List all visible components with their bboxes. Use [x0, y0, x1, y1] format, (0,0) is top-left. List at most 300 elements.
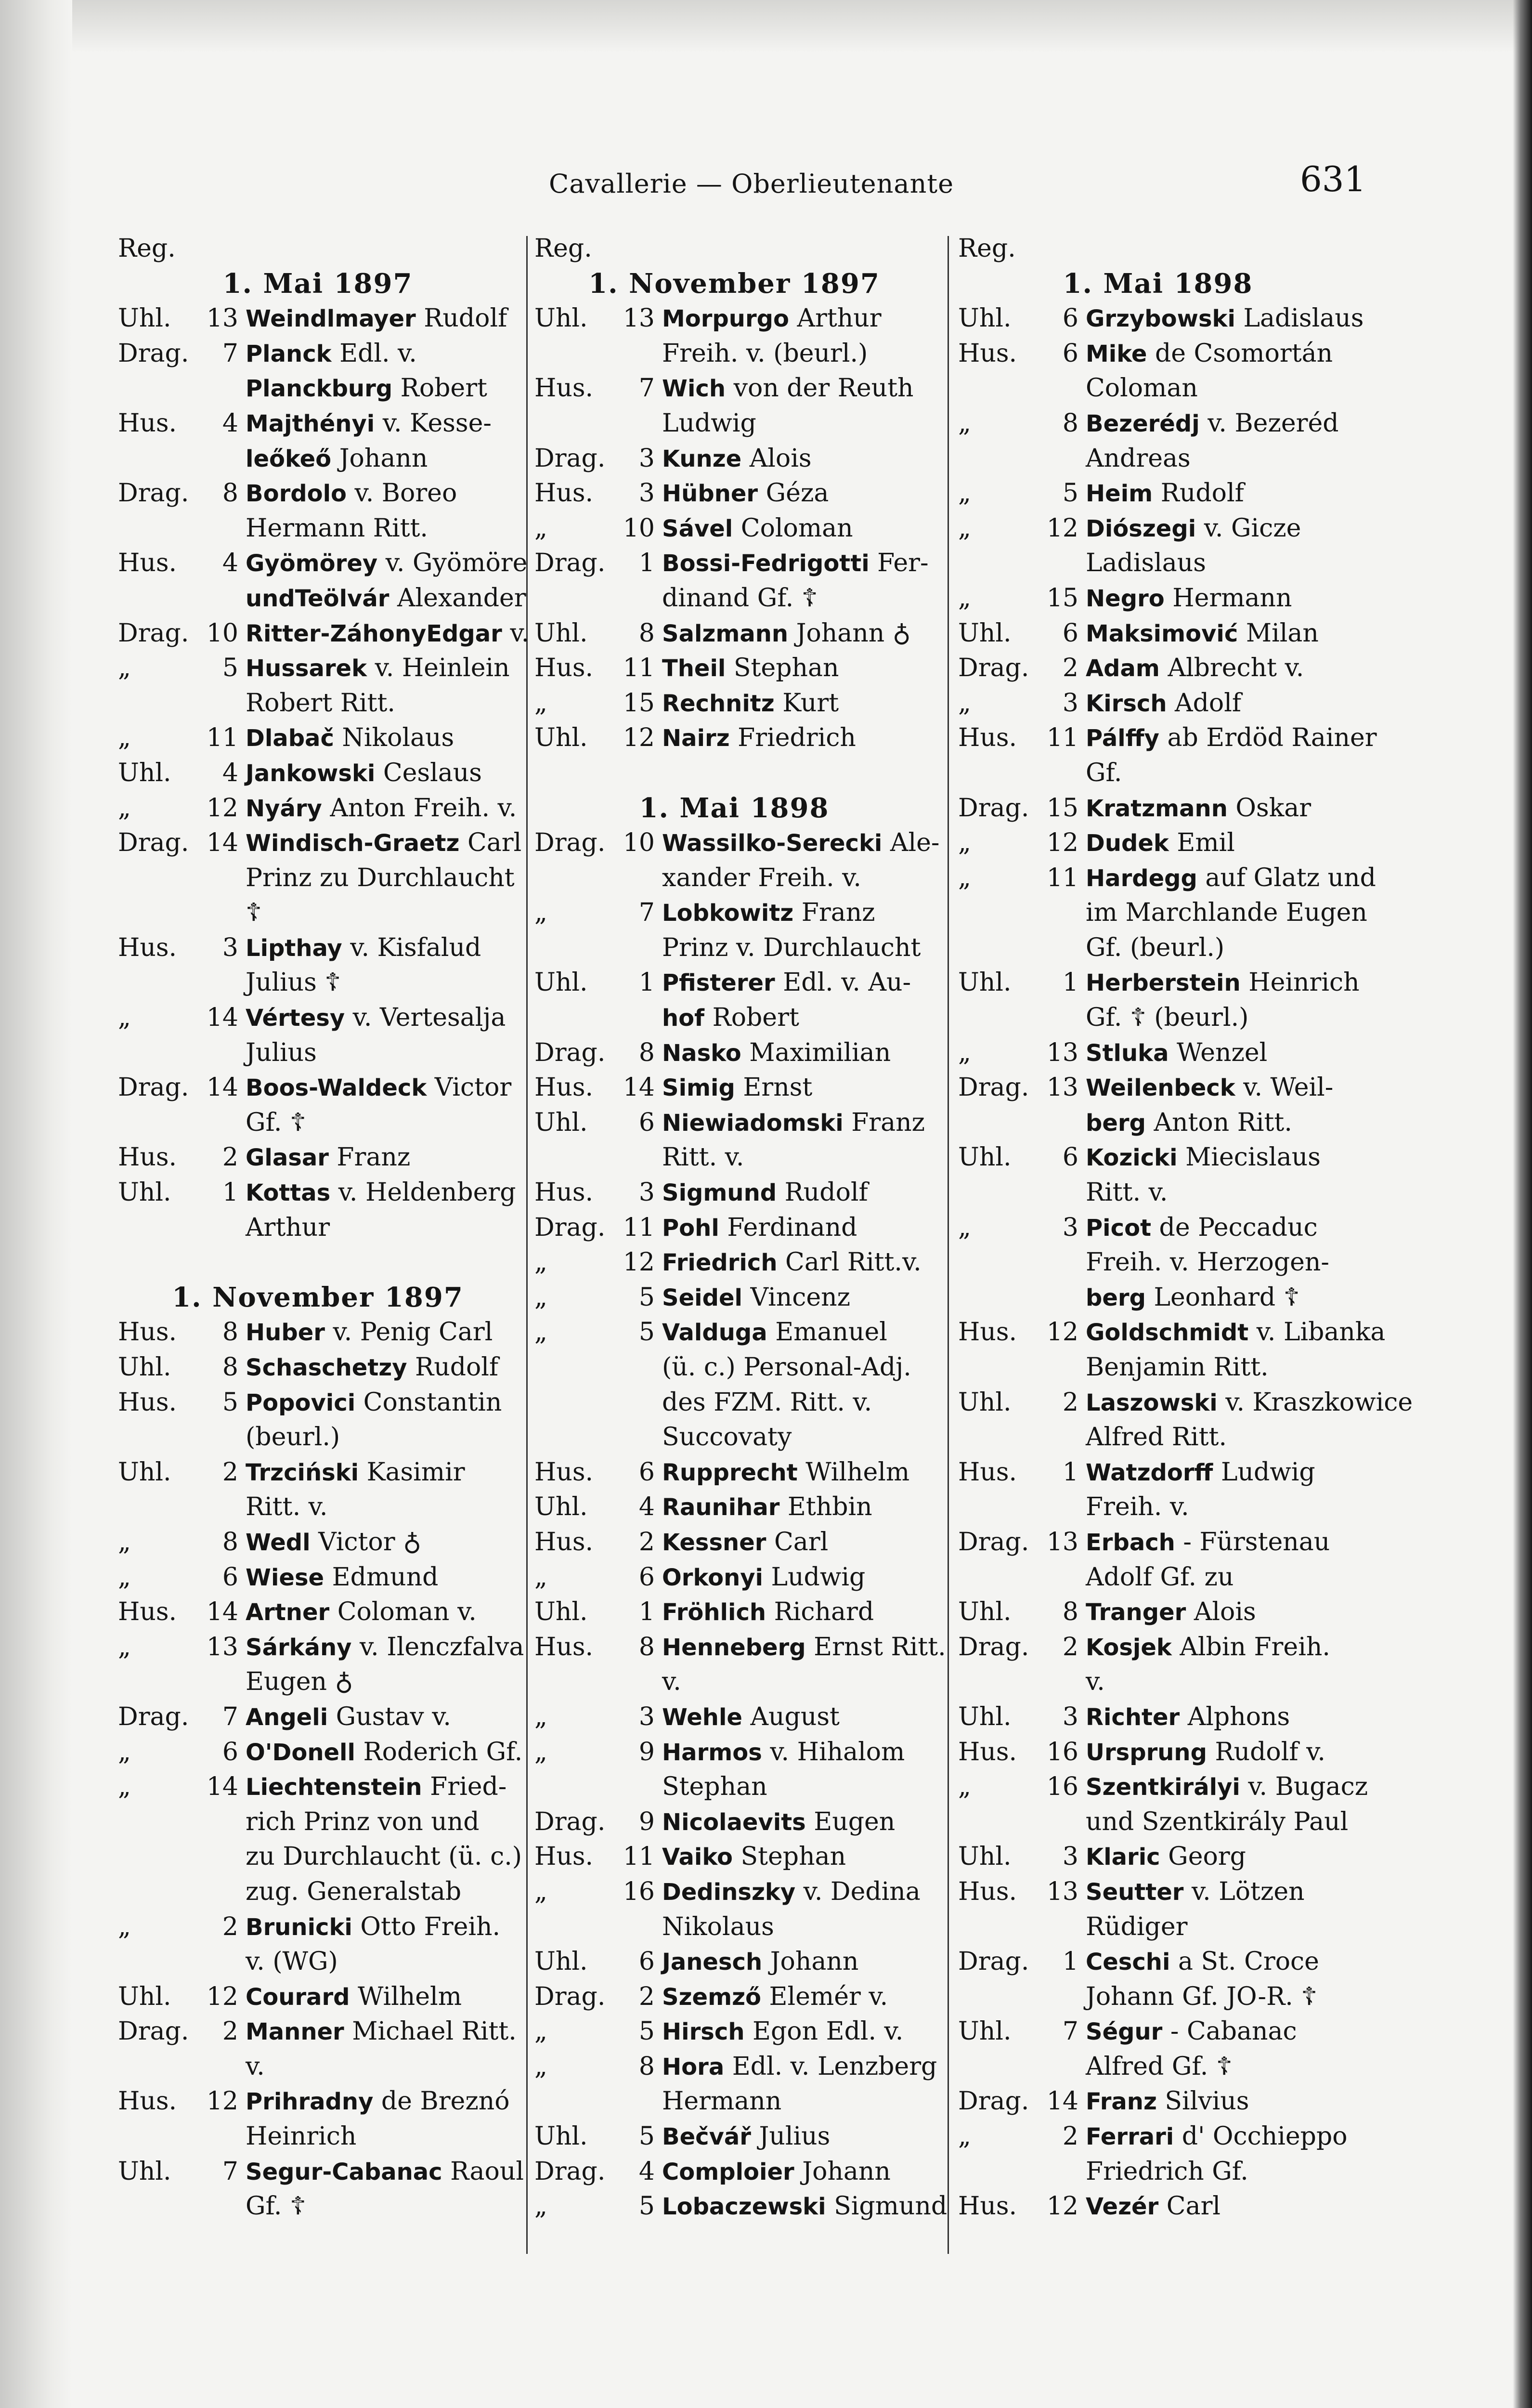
officer-details: Ritt. v.: [1086, 1178, 1168, 1207]
regiment-number: 11: [623, 1213, 655, 1242]
officer-surname: Bezerédj: [1086, 410, 1200, 437]
list-item: [118, 1350, 518, 1385]
officer-surname: Richter: [1086, 1703, 1180, 1731]
regiment-number: 4: [222, 408, 238, 438]
regiment-type: Hus.: [118, 1387, 177, 1417]
column-1: [118, 231, 530, 2224]
officer-text: [1086, 1455, 1358, 1491]
officer-text: [246, 1385, 518, 1421]
officer-text: [246, 825, 522, 861]
word-space: [355, 1388, 364, 1417]
word-space: [766, 1528, 774, 1557]
word-space: [389, 584, 397, 613]
officer-details: im Marchlande Eugen: [1086, 898, 1367, 928]
word-space: [1146, 1108, 1154, 1137]
officer-surname: Kessner: [662, 1529, 766, 1556]
officer-surname: Ritter-ZáhonyEdgar: [246, 620, 502, 647]
officer-text: [1086, 1210, 1358, 1246]
regiment-type: „: [958, 863, 971, 892]
regiment-number: 12: [1046, 513, 1078, 543]
officer-details: Alphons: [1187, 1702, 1290, 1731]
officer-details: Kurt: [782, 688, 839, 718]
officer-text: [662, 476, 934, 511]
regiment-number: 8: [1062, 408, 1078, 438]
list-item-continuation: [118, 441, 518, 476]
regiment-number: 3: [638, 1178, 655, 1207]
officer-surname: Popovici: [246, 1389, 356, 1416]
regiment-number: 14: [1046, 2087, 1078, 2116]
officer-details: Arthur: [246, 1213, 330, 1242]
word-space: [726, 374, 734, 403]
regiment-type: Hus.: [118, 408, 177, 438]
officer-text: [1086, 965, 1358, 1001]
regiment-type: „: [118, 1632, 131, 1662]
list-item-continuation: [118, 2049, 518, 2084]
officer-details: Leonhard ☦: [1154, 1283, 1300, 1312]
officer-details: Miecislaus: [1185, 1143, 1321, 1172]
word-space: [311, 1528, 319, 1557]
list-item-continuation: [118, 581, 526, 616]
regiment-number: 7: [1062, 2017, 1078, 2046]
officer-text: [246, 1000, 518, 1036]
regiment-type: „: [958, 688, 971, 718]
word-space: [375, 759, 383, 787]
officer-text: [246, 1735, 523, 1770]
officer-surname: Rechnitz: [662, 690, 775, 717]
list-item: [118, 1140, 518, 1175]
regiment-type: Drag.: [118, 1702, 189, 1731]
officer-details: Rudolf: [424, 304, 507, 333]
officer-details: Milan: [1246, 618, 1319, 648]
word-space: [324, 1563, 332, 1592]
regiment-type: Hus.: [534, 1457, 594, 1487]
officer-details: Victor ♁: [318, 1527, 422, 1557]
officer-text: [246, 441, 518, 477]
regiment-type: Hus.: [118, 1318, 177, 1347]
list-item: [958, 1315, 1386, 1350]
regiment-number: 1: [1062, 968, 1078, 997]
officer-text: [1086, 1420, 1358, 1455]
officer-surname: Nairz: [662, 725, 730, 752]
regiment-number: 6: [638, 1947, 655, 1976]
officer-surname: berg: [1086, 1109, 1146, 1137]
regiment-number: 5: [638, 2192, 655, 2221]
word-space: [1175, 1528, 1183, 1557]
list-item-continuation: [118, 1944, 518, 1979]
word-space: [726, 654, 734, 682]
list-item-continuation: [958, 756, 1358, 791]
regiment-number: 9: [638, 1737, 655, 1767]
word-space: [767, 1318, 776, 1347]
list-item-continuation: [958, 1805, 1358, 1840]
officer-details: Anton Ritt.: [1154, 1108, 1292, 1137]
officer-surname: Morpurgo: [662, 305, 789, 333]
regiment-number: 12: [206, 793, 238, 823]
officer-details: Robert Ritt.: [246, 688, 395, 718]
regiment-number: 1: [1062, 1457, 1078, 1487]
regiment-number: 8: [222, 1318, 238, 1347]
list-item: [118, 1560, 518, 1595]
regiment-number: 13: [623, 304, 655, 333]
officer-details: Rüdiger: [1086, 1912, 1188, 1941]
regiment-type: Drag.: [534, 1038, 606, 1067]
list-item: [958, 336, 1358, 371]
officer-text: [1086, 1560, 1358, 1596]
officer-text: [246, 1210, 518, 1246]
officer-text: [1086, 511, 1358, 547]
regiment-number: 1: [638, 1597, 655, 1627]
list-item-continuation: [118, 1839, 522, 1874]
regiment-number: 11: [623, 654, 655, 683]
regiment-type: Uhl.: [958, 618, 1012, 648]
regiment-number: 4: [638, 1492, 655, 1522]
officer-text: [1086, 791, 1358, 826]
officer-surname: Dudek: [1086, 830, 1169, 857]
regiment-type: Uhl.: [958, 968, 1012, 997]
regiment-type: Uhl.: [958, 1143, 1012, 1172]
word-space: [1172, 1633, 1180, 1662]
regiment-type: „: [958, 583, 971, 613]
word-space: [416, 304, 424, 333]
regiment-type: Uhl.: [118, 1353, 171, 1382]
officer-text: [662, 616, 934, 652]
officer-details: Gf.: [1086, 758, 1122, 787]
officer-details: Ernst Ritt.: [814, 1632, 946, 1662]
officer-text: [662, 301, 934, 337]
officer-text: [662, 546, 934, 581]
column-rule: [948, 236, 949, 2254]
officer-text: [662, 1245, 934, 1281]
officer-text: [662, 1385, 934, 1421]
regiment-number: 9: [638, 1807, 655, 1836]
list-item: [118, 930, 518, 966]
word-space: [724, 2052, 732, 2081]
officer-text: [246, 1839, 522, 1875]
word-space: [1248, 1318, 1257, 1347]
officer-details: Johann: [802, 2157, 891, 2186]
regiment-number: 8: [222, 1527, 238, 1557]
list-item-continuation: [534, 1350, 934, 1385]
regiment-type: Drag.: [534, 1213, 606, 1242]
list-item: [118, 301, 518, 336]
officer-text: [246, 1140, 518, 1176]
list-item: [534, 1070, 934, 1105]
regiment-number: 6: [222, 1737, 238, 1767]
officer-text: [1086, 371, 1358, 406]
officer-surname: Nyáry: [246, 795, 322, 822]
word-space: [1218, 1388, 1226, 1417]
officer-details: des FZM. Ritt. v.: [662, 1387, 872, 1417]
regiment-number: 12: [206, 2087, 238, 2116]
officer-details: Kasimir: [366, 1457, 465, 1487]
officer-text: [246, 1700, 518, 1735]
officer-details: Alexander: [397, 583, 526, 613]
officer-details: Alois: [1194, 1597, 1256, 1627]
reg-label: Reg.: [118, 234, 176, 263]
regiment-type: „: [118, 654, 131, 683]
list-item: [118, 476, 518, 511]
officer-surname: Manner: [246, 2018, 344, 2046]
regiment-number: 3: [638, 1702, 655, 1731]
list-item-continuation: [118, 1105, 518, 1140]
officer-surname: Ferrari: [1086, 2123, 1174, 2151]
officer-details: Hermann Ritt.: [246, 513, 428, 543]
officer-text: [246, 1595, 518, 1630]
officer-details: Nikolaus: [342, 723, 454, 753]
officer-surname: Huber: [246, 1319, 325, 1347]
officer-surname: Bečvář: [662, 2123, 751, 2151]
officer-text: [662, 2189, 948, 2225]
word-space: [350, 1982, 358, 2011]
officer-text: [246, 1035, 518, 1071]
regiment-number: 15: [1046, 793, 1078, 823]
regiment-number: 14: [206, 1003, 238, 1033]
officer-surname: Hirsch: [662, 2018, 745, 2046]
officer-text: [246, 1560, 518, 1596]
officer-details: v. Lötzen: [1191, 1877, 1305, 1906]
list-item: [118, 1910, 518, 1945]
officer-surname: Diószegi: [1086, 515, 1196, 542]
list-item: [534, 1105, 934, 1140]
officer-text: [1086, 441, 1358, 477]
regiment-type: Hus.: [534, 374, 594, 403]
officer-text: [662, 2014, 934, 2050]
officer-text: [1086, 895, 1367, 931]
officer-text: [662, 1979, 934, 2015]
officer-surname: Ceschi: [1086, 1949, 1170, 1976]
word-space: [442, 2157, 451, 2186]
regiment-number: 5: [638, 2122, 655, 2151]
regiment-type: Drag.: [118, 339, 189, 368]
regiment-number: 5: [638, 1318, 655, 1347]
officer-details: Alfred Ritt.: [1086, 1423, 1227, 1452]
regiment-number: 12: [206, 1982, 238, 2011]
officer-details: Heinrich: [246, 2122, 357, 2151]
officer-details: Alfred Gf. ☦: [1086, 2052, 1233, 2081]
regiment-number: 13: [1046, 1877, 1078, 1906]
word-space: [826, 2192, 834, 2221]
regiment-number: 10: [206, 618, 238, 648]
list-item: [958, 1874, 1358, 1910]
list-item: [534, 2154, 934, 2189]
list-item-continuation: [118, 1664, 518, 1700]
regiment-type: „: [534, 688, 547, 718]
list-item-continuation: [534, 1140, 934, 1175]
regiment-type: Uhl.: [958, 1387, 1012, 1417]
officer-text: [1086, 686, 1358, 721]
regiment-type: Drag.: [958, 1947, 1029, 1976]
officer-details: Carl: [467, 828, 522, 858]
word-space: [704, 1003, 713, 1032]
word-space: [1200, 409, 1208, 438]
officer-details: Ludwig: [771, 1562, 866, 1592]
list-item-continuation: [958, 1245, 1358, 1280]
officer-text: [662, 1490, 934, 1525]
officer-details: v.: [1086, 1667, 1105, 1697]
regiment-number: 6: [1062, 339, 1078, 368]
regiment-number: 8: [638, 1038, 655, 1067]
officer-details: Adolf Gf. zu: [1086, 1562, 1234, 1592]
regiment-type: „: [958, 1038, 971, 1067]
officer-text: [246, 686, 518, 721]
regiment-type: „: [118, 1772, 131, 1802]
officer-surname: Theil: [662, 655, 726, 682]
regiment-type: „: [534, 513, 547, 543]
list-item: [534, 1630, 946, 1665]
regiment-number: 6: [1062, 618, 1078, 648]
regiment-number: 8: [638, 2052, 655, 2081]
list-item: [958, 825, 1358, 861]
word-space: [332, 339, 340, 368]
regiment-number: 5: [222, 654, 238, 683]
officer-surname: Rupprecht: [662, 1459, 798, 1486]
officer-details: (beurl.): [246, 1423, 340, 1452]
regiment-number: 15: [623, 688, 655, 718]
regiment-number: 13: [1046, 1073, 1078, 1102]
officer-text: [1086, 1245, 1358, 1281]
list-item-continuation: [534, 930, 934, 966]
regiment-type: Uhl.: [118, 1178, 171, 1207]
officer-details: Gf. ☦: [246, 2192, 306, 2221]
list-item-continuation: [534, 1420, 934, 1455]
word-space: [762, 1738, 770, 1767]
officer-surname: Wedl: [246, 1529, 311, 1556]
officer-details: Julius ☦: [246, 968, 341, 997]
officer-surname: Segur-Cabanac: [246, 2158, 442, 2186]
word-space: [359, 1458, 367, 1487]
officer-surname: Orkonyi: [662, 1564, 763, 1591]
officer-surname: Kunze: [662, 445, 742, 472]
word-space: [1180, 1702, 1188, 1731]
word-space: [745, 2017, 753, 2046]
list-item-continuation: [118, 511, 518, 546]
officer-text: [1086, 756, 1358, 791]
word-space: [1178, 1143, 1186, 1172]
officer-text: [1086, 651, 1358, 686]
regiment-number: 12: [1046, 2192, 1078, 2221]
officer-details: Ladislaus: [1086, 549, 1206, 578]
officer-text: [1086, 1805, 1358, 1840]
regiment-number: 7: [222, 339, 238, 368]
regiment-type: Hus.: [534, 1842, 594, 1871]
regiment-type: Uhl.: [958, 2017, 1012, 2046]
regiment-number: 11: [1046, 723, 1078, 753]
officer-surname: Weindlmayer: [246, 305, 416, 333]
officer-details: v. Kraszkowice: [1225, 1387, 1413, 1417]
officer-text: [246, 2084, 518, 2120]
regiment-type: Hus.: [534, 1632, 594, 1662]
officer-details: Ferdinand: [727, 1213, 857, 1242]
regiment-number: 4: [638, 2157, 655, 2186]
list-item: [118, 546, 528, 581]
list-item: [958, 301, 1364, 336]
officer-details: Ale-: [890, 828, 940, 858]
reg-label: Reg.: [958, 234, 1016, 263]
list-item-continuation: [958, 1910, 1358, 1945]
officer-text: [662, 930, 934, 966]
officer-surname: Vaiko: [662, 1844, 733, 1871]
officer-text: [662, 406, 934, 442]
officer-surname: Vezér: [1086, 2193, 1159, 2221]
list-item: [534, 1944, 934, 1979]
word-space: [882, 828, 890, 857]
officer-surname: Weilenbeck: [1086, 1074, 1235, 1102]
officer-surname: Picot: [1086, 1214, 1152, 1242]
list-item-continuation: [534, 1664, 934, 1700]
word-space: [325, 1318, 333, 1347]
word-space: [730, 723, 738, 752]
officer-surname: Laszowski: [1086, 1389, 1218, 1416]
list-item-continuation: [118, 1210, 518, 1245]
officer-text: [246, 1525, 518, 1560]
word-space: [1162, 2017, 1170, 2046]
regiment-type: Uhl.: [534, 1597, 588, 1627]
officer-details: Nikolaus: [662, 1912, 774, 1941]
officer-details: Eugen: [814, 1807, 896, 1836]
officer-details: Silvius: [1165, 2087, 1249, 2116]
officer-surname: Lobkowitz: [662, 900, 794, 927]
regiment-number: 3: [638, 479, 655, 508]
regiment-type: „: [118, 1527, 131, 1557]
list-item: [534, 301, 934, 336]
officer-text: [662, 1805, 934, 1840]
list-item: [958, 1944, 1358, 1979]
officer-text: [246, 476, 518, 511]
word-space: [795, 1877, 804, 1906]
word-space: [758, 479, 766, 508]
officer-surname: Herberstein: [1086, 969, 1241, 997]
officer-text: [662, 895, 934, 931]
officer-text: [1086, 581, 1358, 616]
officer-surname: Dedinszky: [662, 1878, 796, 1906]
word-space: [794, 2157, 803, 2186]
officer-text: [662, 1839, 934, 1875]
regiment-number: 2: [1062, 1632, 1078, 1662]
regiment-type: „: [958, 513, 971, 543]
officer-text: [246, 1175, 518, 1211]
officer-surname: Windisch-Graetz: [246, 830, 460, 857]
list-item-continuation: [118, 371, 518, 406]
officer-text: [1086, 301, 1364, 337]
officer-text: [662, 1140, 934, 1176]
officer-text: [1086, 1874, 1358, 1910]
officer-surname: Watzdorff: [1086, 1459, 1213, 1486]
officer-text: [246, 301, 518, 337]
word-space: [352, 1912, 361, 1941]
regiment-type: Drag.: [118, 618, 189, 648]
list-item: [534, 651, 934, 686]
list-item: [534, 1839, 934, 1874]
word-space: [1213, 1458, 1221, 1487]
word-space: [1174, 2122, 1182, 2151]
officer-details: Fer-: [877, 549, 929, 578]
officer-details: Stephan: [662, 1772, 767, 1802]
officer-text: [1086, 1735, 1358, 1770]
regiment-type: „: [958, 1772, 971, 1802]
list-item: [118, 651, 518, 686]
officer-details: Alois: [749, 444, 812, 473]
regiment-type: Uhl.: [534, 1108, 588, 1137]
officer-text: [662, 1944, 934, 1980]
date-heading: 1. Mai 1898: [1063, 267, 1253, 300]
officer-details: Rudolf: [784, 1178, 868, 1207]
officer-text: [662, 1175, 934, 1211]
officer-surname: Kosjek: [1086, 1634, 1172, 1661]
regiment-type: Uhl.: [958, 1842, 1012, 1871]
regiment-number: 14: [206, 828, 238, 858]
column-3: [958, 231, 1413, 2224]
regiment-type: Uhl.: [118, 758, 171, 787]
